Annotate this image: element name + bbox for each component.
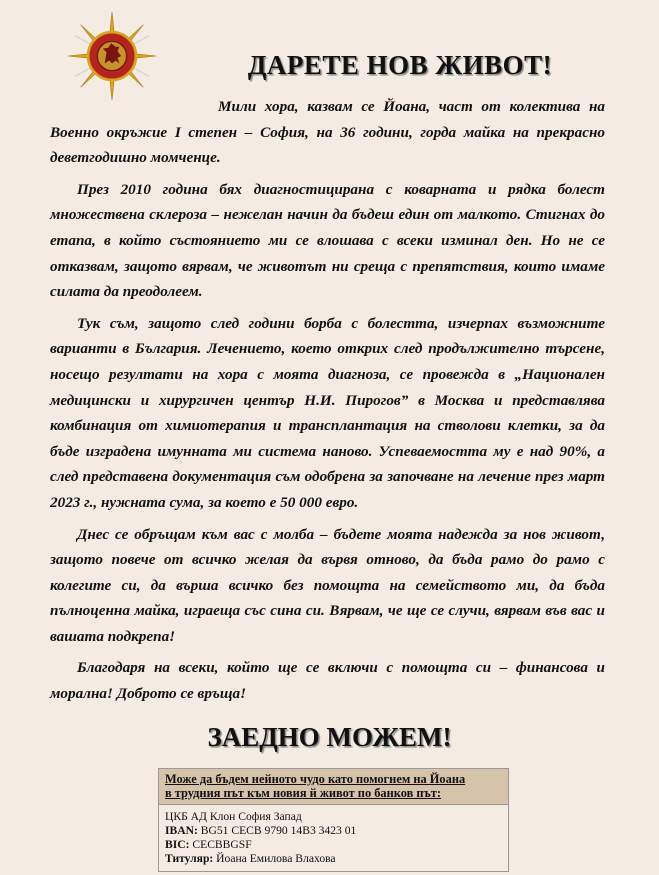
military-emblem-icon [66,10,158,102]
holder-label: Титуляр: [165,852,214,865]
holder-row [165,852,502,866]
paragraph-intro: Мили хора, казвам се Йоана, част от колектива на Военно окръжие I степен – София, на 36 години, горда майка на прекрасно деветгодишно момченце. [50,98,605,167]
paragraph-treatment: Тук съм, защото след години борба с болестта, изчерпах възможните варианти в България. Лечението, което открих след продължително търсене, носещо резултати на хора с моята диагноза, се провежда в „Национален медицински и хирургичен център Н.И. Пирогов” в Москва и представлява комбинация от химиотерапия и трансплантация на стволови клетки, за да бъде изградена имунната ми система наново. Успеваемостта му е над 90%, а след представена документация съм одобрена за започване на лечение през март 2023 г., нужната сума, за което е 50 000 евро. [50,314,605,511]
bank-heading-line-2: в трудния път към новия й живот по банков път: [165,786,441,800]
bank-heading-line-1: Може да бъдем нейното чудо като помогнем на Йоана [165,772,466,786]
bic-value: CECBBGSF [189,838,252,851]
paragraph-request: Днес се обръщам към вас с молба – бъдете моята надежда за нов живот, защото повече от всичко желая да вървя отново, да бъда рамо до рамо с колегите си, да върша всичко без помощта на семейството ми, да бъда пълноценна майка, играеща със сина си. Вярвам, че ще се случи, вярвам във вас и вашата подкрепа! [50,525,605,645]
bank-info [159,805,508,866]
emblem [66,10,158,102]
iban-label: IBAN: [165,824,198,837]
appeal-body [50,94,605,713]
page-title: ДАРЕТЕ НОВ ЖИВОТ! [247,50,553,80]
bic-label: BIC: [165,838,190,851]
bank-heading [159,769,508,805]
holder-value: Йоана Емилова Влахова [213,852,336,865]
bank-name: ЦКБ АД Клон София Запад [165,810,302,823]
slogan: ЗАЕДНО МОЖЕМ! [207,722,452,752]
iban-value: BG51 CECB 9790 14B3 3423 01 [197,824,357,837]
iban-row [165,824,502,838]
paragraph-diagnosis: През 2010 година бях диагностицирана с коварната и рядка болест множествена склероза – нежелан начин да бъдеш един от малкото. Стигнах до етапа, в който състоянието ми се влошава с всеки изминал ден. Но не се отказвам, защото вярвам, че животът ни среща с препятствия, които имаме силата да преодолеем. [50,180,605,301]
bic-row [165,838,502,852]
paragraph-thanks: Благодаря на всеки, който ще се включи с помощта си – финансова и морална! Доброто се връща! [50,659,605,703]
bank-details-box [158,768,509,872]
